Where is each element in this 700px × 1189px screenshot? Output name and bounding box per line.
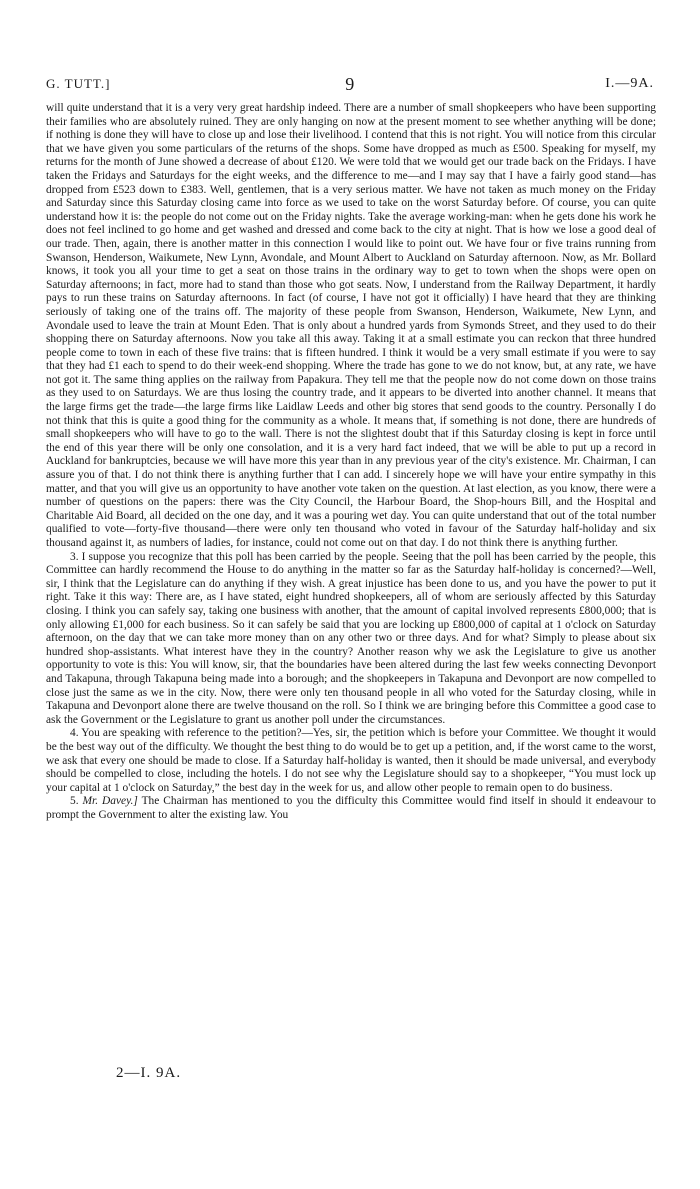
- paragraph-5-text: The Chairman has mentioned to you the difficulty this Committee would find itself in should it endeavour to prompt the Government to alter the existing law. You: [46, 795, 656, 821]
- paragraph-3: 3. I suppose you recognize that this poll has been carried by the people. Seeing that the poll has been carried by the people, this Committee can hardly recommend the House to do anything in the matter so far as the Saturday half-holiday is concerned?—Well, sir, I think that the Legislature can do anything if they wish. A great injustice has been done to us, and you have the power to put it right. Take it this way: There are, as I have stated, eight hundred shopkeepers, all of whom are seriously affected by this Saturday closing. I think you can safely say, taking one business with another, that the amount of capital involved represents £800,000; that is only allowing £1,000 for each business. So it can safely be said that you are locking up £800,000 of capital at 1 o'clock on Saturday afternoon, on the day that we can take more money than on any other two or three days. And for what? Simply to please about six hundred shop-assistants. What interest have they in the country? Another reason why we ask the Legislature to give us another opportunity to vote is this: You will know, sir, that the boundaries have been altered during the last few weeks connecting Devonport and Takapuna, through Takapuna being made into a borough; and the shopkeepers in Takapuna and Devonport are now compelled to close just the same as we in the city. Now, there were only ten thousand people in all who voted for the Saturday closing, while in Takapuna and Devonport alone there are twelve thousand on the roll. So I think we are bringing before this Committee a good case to ask the Government or the Legislature to grant us another poll under the circumstances.: [46, 550, 656, 726]
- page-number: 9: [345, 74, 355, 94]
- paragraph-5: [46, 795, 656, 822]
- header-paper-reference: I.—9A.: [605, 76, 654, 91]
- paragraph-1: will quite understand that it is a very very great hardship indeed. There are a number of small shopkeepers who have been supporting their families who are absolutely ruined. They are only hanging on now at the present moment to see whether anything will be done; if nothing is done they will have to close up and lose their livelihood. I contend that this is not right. You will notice from this circular that we have given you some particulars of the returns of the shops. Some have dropped as much as £500. Speaking for myself, my returns for the month of June showed a decrease of about £120. We were told that we would get our trade back on the Fridays. I have taken the Fridays and Saturdays for the eight weeks, and the difference to me—and I may say that I have a fairly good stand—has dropped from £523 down to £383. Well, gentlemen, that is a very serious matter. We have not taken as much money on the Friday and Saturday since this Saturday closing came into force as we used to take on the worst Saturday before. Of course, you can quite understand how it is: the people do not come out on the Friday nights. Take the average working-man: when he gets done his work he does not feel inclined to go home and get washed and dressed and come back to the city at night. That is how we lose a good deal of our trade. Then, again, there is another matter in this connection I would like to point out. We have four or five trains running from Swanson, Henderson, Waikumete, New Lynn, Avondale, and Mount Albert to Auckland on Saturday afternoon. Now, as Mr. Bollard knows, it took you all your time to get a seat on those trains in the ordinary way to get to town when the shops were open on Saturday afternoons; in fact, more had to stand than those who got seats. Now, I understand from the Railway Department, it hardly pays to run these trains on Saturday afternoons. In fact (of course, I have not got it officially) I have heard that they are thinking seriously of taking one of the trains off. The majority of these people from Swanson, Henderson, Waikumete, New Lynn, and Avondale used to leave the train at Mount Eden. That is only about a hundred yards from Symonds Street, and they used to do their shopping there on Saturday afternoons. Now you take all this away. Taking it at a small estimate you can reckon that three hundred people come to town in each of these five trains: that is fifteen hundred. I think it would be a very small estimate if you were to say that they had £1 each to spend to do their week-end shopping. Where the trade has gone to we do not know, but, at any rate, we have not got it. The same thing applies on the railway from Papakura. They tell me that the people now do not come down on those trains as they used to on Saturdays. We are thus losing the country trade, and it appears to be diverted into another channel. It means that the large firms get the trade—the large firms like Laidlaw Leeds and other big stores that send goods to the country. Personally I do not think that this is quite a good thing for the community as a whole. It means that, if something is not done, there are hundreds of small shopkeepers who will have to go to the wall. There is not the slightest doubt that if this Saturday closing is kept in force until the end of this year there will be only one consolation, and it is a very hard fact indeed, that we will be able to put up a record in Auckland for bankruptcies, because we will have more this year than in any previous year of the city's existence. Mr. Chairman, I can assure you of that. I do not think there is anything further that I can add. I sincerely hope we will have your entire sympathy in this matter, and that you will give us an opportunity to have another vote taken on the question. At last election, as you know, there were a number of questions on the papers: there was the City Council, the Harbour Board, the Shop-hours Bill, and the Hospital and Charitable Aid Board, all decided on the one day, and it was a pouring wet day. You can quite understand that out of the total number qualified to vote—forty-five thousand—there were only ten thousand who voted in favour of the Saturday half-holiday and six thousand against it, as numbers of ladies, for instance, could not come out on that day. I do not think there is anything further.: [46, 102, 656, 549]
- speaker-name: Mr. Davey.]: [82, 795, 138, 808]
- question-number: 5.: [70, 795, 79, 808]
- page-header: [46, 76, 654, 98]
- signature-mark: 2—I. 9A.: [116, 1065, 182, 1081]
- paragraph-4: 4. You are speaking with reference to the petition?—Yes, sir, the petition which is before your Committee. We thought it would be the best way out of the difficulty. We thought the best thing to do would be to get up a petition, and, if the worst came to the worst, we ask that every one should be made to close. If a Saturday half-holiday is wanted, then it should be made universal, and everybody should be compelled to close, including the hotels. I do not see why the Legislature should say to a shopkeeper, “You must lock up your capital at 1 o'clock on Saturday,” the best day in the week for us, and allow other people to remain open to do business.: [46, 727, 656, 794]
- document-body: [46, 102, 656, 822]
- header-witness-name: G. TUTT.]: [46, 76, 111, 91]
